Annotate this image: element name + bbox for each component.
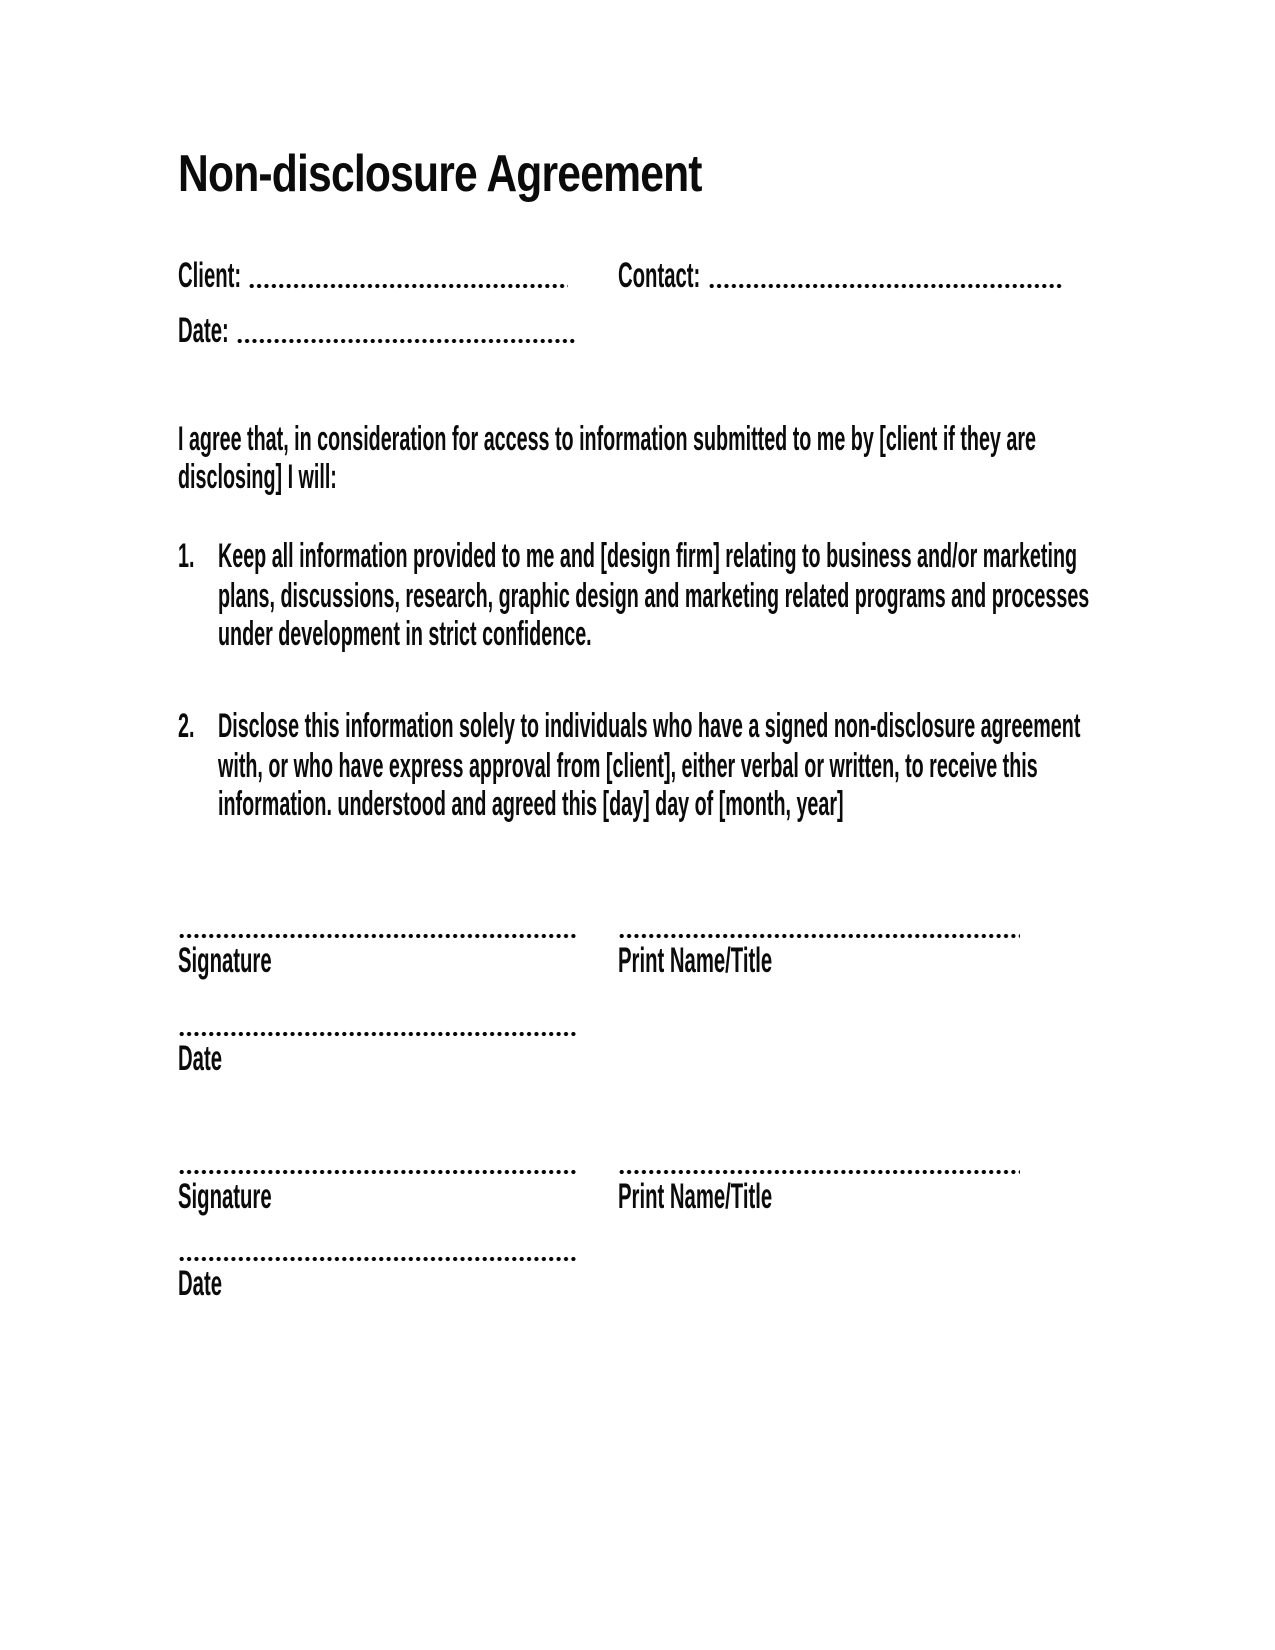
signature-label: Signature bbox=[178, 941, 272, 980]
list-item-line: with, or who have express approval from [client], either verbal or written, to receive this bbox=[218, 747, 1038, 785]
list-item-number: 1. bbox=[178, 537, 195, 575]
print-name-title-label: Print Name/Title bbox=[618, 1177, 773, 1216]
print-name-title-label: Print Name/Title bbox=[618, 941, 773, 980]
intro-paragraph-line: I agree that, in consideration for access to information submitted to me by [client if they are bbox=[178, 420, 1036, 458]
contact-field-fill-line bbox=[708, 283, 1063, 289]
intro-paragraph-line: disclosing] I will: bbox=[178, 458, 337, 496]
list-item-line: information. understood and agreed this [day] day of [month, year] bbox=[218, 785, 844, 823]
date-line bbox=[178, 1031, 578, 1037]
document-title: Non-disclosure Agreement bbox=[178, 145, 702, 203]
list-item-line: Disclose this information solely to individuals who have a signed non-disclosure agreement bbox=[218, 707, 1081, 745]
list-item-number: 2. bbox=[178, 707, 195, 745]
date-line bbox=[178, 1256, 578, 1262]
date-label: Date bbox=[178, 1264, 223, 1303]
date-field-fill-line bbox=[236, 338, 575, 344]
signature-line bbox=[178, 1169, 578, 1175]
list-item-line: under development in strict confidence. bbox=[218, 615, 592, 653]
date-field-label: Date: bbox=[178, 311, 229, 350]
date-label: Date bbox=[178, 1039, 223, 1078]
signature-line bbox=[178, 933, 578, 939]
signature-label: Signature bbox=[178, 1177, 272, 1216]
print-name-line bbox=[618, 933, 1020, 939]
client-field-label: Client: bbox=[178, 256, 242, 295]
print-name-line bbox=[618, 1169, 1020, 1175]
client-field-fill-line bbox=[248, 283, 568, 289]
list-item-line: Keep all information provided to me and [design firm] relating to business and/or marketing bbox=[218, 537, 1078, 575]
contact-field-label: Contact: bbox=[618, 256, 701, 295]
list-item-line: plans, discussions, research, graphic design and marketing related programs and processes bbox=[218, 577, 1090, 615]
